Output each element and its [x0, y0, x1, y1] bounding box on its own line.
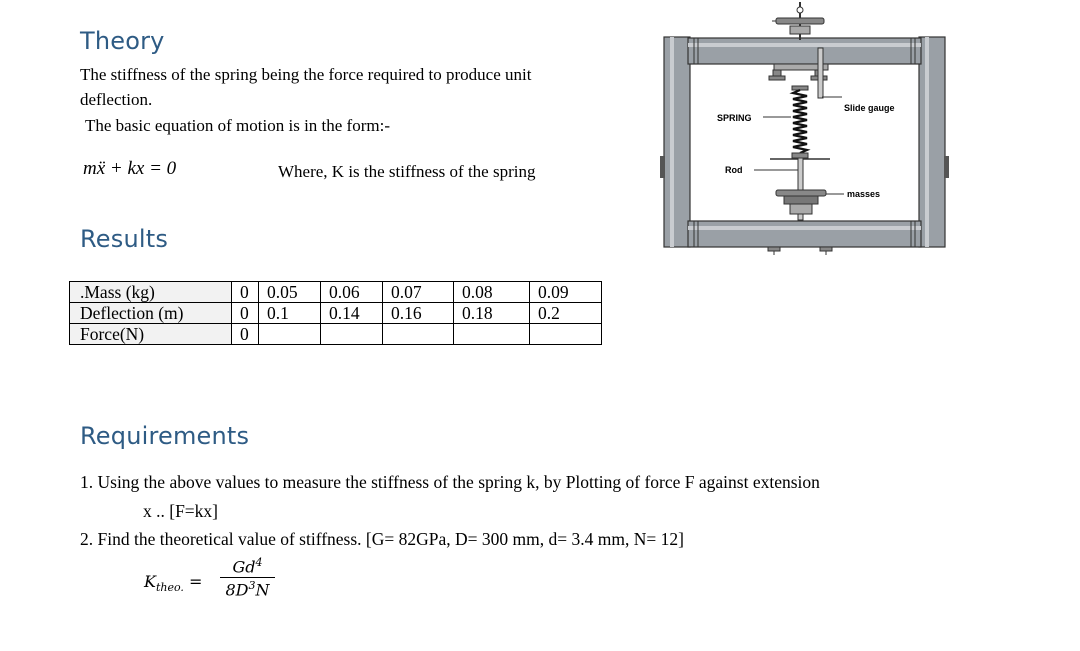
top-handwheel: [776, 18, 824, 24]
spring-coil: [793, 90, 807, 153]
mass-stack: [790, 204, 812, 214]
table-cell: [383, 324, 454, 345]
table-cell: 0.18: [454, 303, 530, 324]
left-post-highlight: [670, 37, 674, 247]
left-post: [664, 37, 690, 247]
spring-top-cap: [792, 86, 808, 90]
foot-right: [820, 247, 832, 251]
table-cell: 0.07: [383, 282, 454, 303]
requirement-2: 2. Find the theoretical value of stiffness. [G= 82GPa, D= 300 mm, d= 3.4 mm, N= 12]: [80, 529, 684, 549]
right-clamp: [944, 156, 949, 178]
spring-apparatus-diagram: [660, 0, 950, 262]
table-cell: 0.16: [383, 303, 454, 324]
table-cell: [321, 324, 383, 345]
row-label-force: Force(N): [70, 324, 232, 345]
top-bar-highlight: [688, 43, 921, 47]
bottom-bar: [688, 221, 921, 247]
results-table: [69, 281, 602, 345]
mass-disc: [776, 190, 826, 196]
formula-equals: =: [189, 572, 203, 591]
equation-of-motion: mẍ + kx = 0: [83, 158, 177, 179]
row-label-deflection: Deflection (m): [70, 303, 232, 324]
top-nut: [790, 26, 810, 34]
formula-den-text: 8D: [225, 580, 249, 600]
table-cell: 0: [232, 324, 259, 345]
theory-line-1: The stiffness of the spring being the force required to produce unit: [80, 65, 532, 84]
formula-numerator: [220, 556, 275, 578]
right-post: [919, 37, 945, 247]
table-row: [70, 324, 602, 345]
mass-hanger: [784, 196, 818, 204]
formula-den-exponent: 3: [248, 579, 256, 593]
top-knob: [797, 7, 803, 13]
slide-gauge-label: Slide gauge: [844, 103, 895, 113]
table-row: [70, 282, 602, 303]
formula-k: K: [144, 572, 156, 591]
foot-left: [768, 247, 780, 251]
formula-k-subscript: theo.: [155, 581, 184, 595]
table-row: [70, 303, 602, 324]
theory-heading: Theory: [80, 27, 165, 55]
table-cell: 0: [232, 282, 259, 303]
requirement-1-line-1: 1. Using the above values to measure the stiffness of the spring k, by Plotting of force F against extension: [80, 472, 820, 492]
formula-fraction: [220, 556, 275, 600]
formula-num-exponent: 4: [255, 556, 263, 569]
formula-denominator: [220, 578, 275, 599]
table-cell: 0.09: [530, 282, 602, 303]
left-clamp: [660, 156, 665, 178]
formula-num-text: Gd: [232, 557, 256, 577]
theory-line-2: deflection.: [80, 90, 153, 109]
requirement-1-line-2: x .. [F=kx]: [143, 501, 219, 521]
table-cell: 0.05: [259, 282, 321, 303]
formula-den-n: N: [255, 580, 270, 600]
formula-lhs: [144, 572, 202, 594]
table-cell: 0.2: [530, 303, 602, 324]
table-cell: 0: [232, 303, 259, 324]
table-cell: [454, 324, 530, 345]
spring-bottom-cap: [792, 153, 808, 158]
table-cell: 0.1: [259, 303, 321, 324]
bottom-bar-highlight: [688, 226, 921, 230]
top-bar: [688, 38, 921, 64]
rod-label: Rod: [725, 165, 743, 175]
table-cell: 0.06: [321, 282, 383, 303]
masses-label: masses: [847, 189, 881, 199]
results-heading: Results: [80, 225, 169, 253]
row-label-mass: .Mass (kg): [70, 282, 232, 303]
theory-line-3: The basic equation of motion is in the form:-: [85, 116, 390, 135]
bracket-washer-left: [769, 76, 785, 80]
table-cell: 0.14: [321, 303, 383, 324]
slide-gauge-rod: [818, 48, 823, 98]
spring-label: SPRING: [717, 113, 752, 123]
requirements-heading: Requirements: [80, 422, 250, 450]
table-cell: [259, 324, 321, 345]
table-cell: [530, 324, 602, 345]
right-post-highlight: [925, 37, 929, 247]
table-cell: 0.08: [454, 282, 530, 303]
stiffness-note: Where, K is the stiffness of the spring: [278, 162, 536, 181]
